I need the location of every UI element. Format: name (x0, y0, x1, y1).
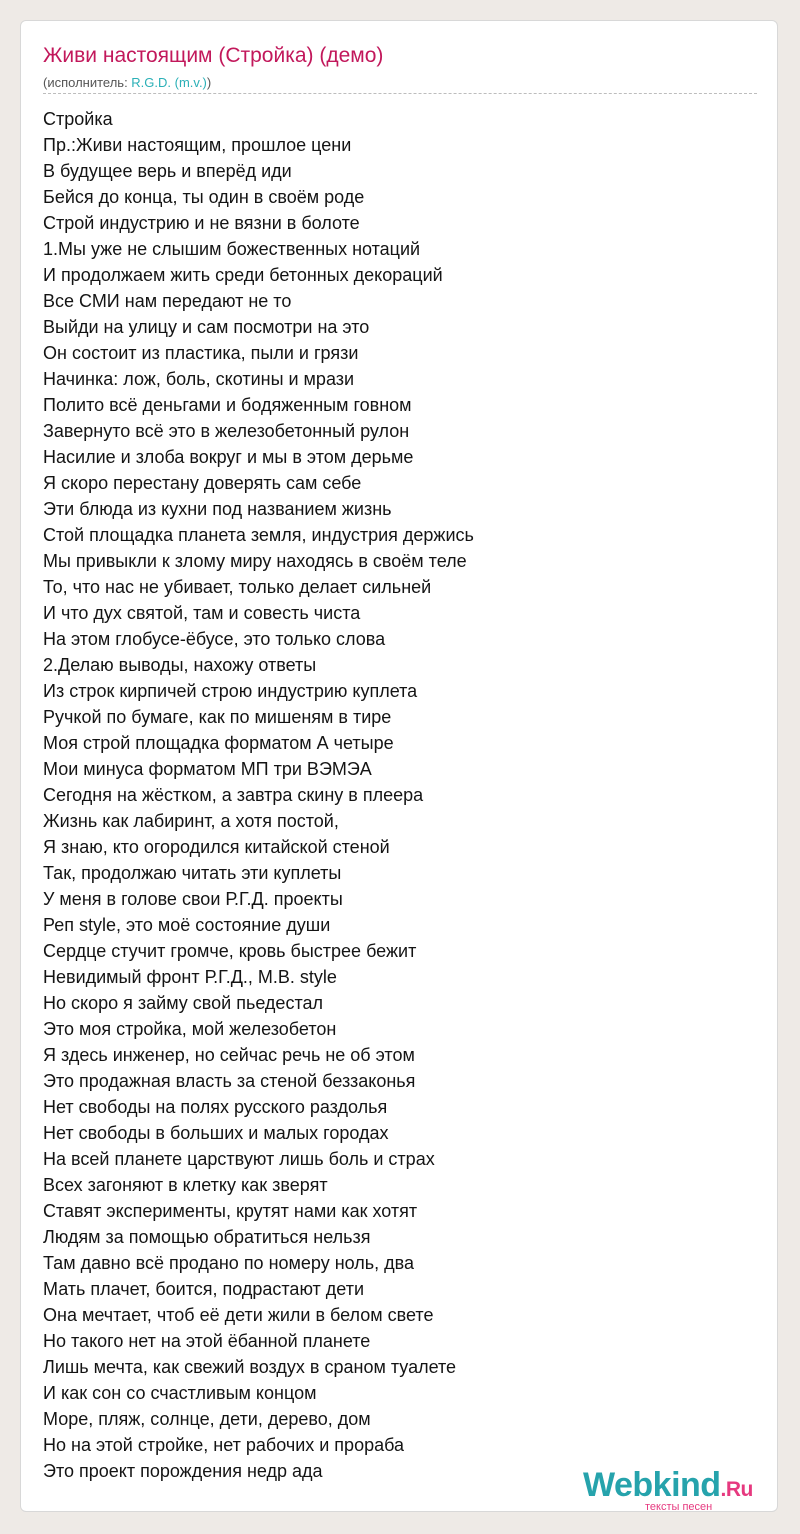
lyric-line: Пр.:Живи настоящим, прошлое цени (43, 135, 352, 155)
lyric-line: Это продажная власть за стеной беззаконья (43, 1071, 416, 1091)
lyric-line: Мать плачет, боится, подрастают дети (43, 1279, 365, 1299)
lyrics-card (20, 20, 778, 1512)
lyric-line: И что дух святой, там и совесть чиста (43, 603, 361, 623)
lyric-line: Стой площадка планета земля, индустрия держись (43, 525, 474, 545)
lyrics-text (43, 106, 474, 1484)
lyric-line: Стройка (43, 109, 113, 129)
lyric-line: Так, продолжаю читать эти куплеты (43, 863, 342, 883)
lyric-line: Всех загоняют в клетку как зверят (43, 1175, 328, 1195)
lyric-line: Но такого нет на этой ёбанной планете (43, 1331, 371, 1351)
logo-tagline: тексты песен (645, 1501, 713, 1513)
webkind-logo[interactable] (583, 1465, 777, 1513)
lyric-line: Там давно всё продано по номеру ноль, два (43, 1253, 415, 1273)
lyric-line: Я здесь инженер, но сейчас речь не об этом (43, 1045, 415, 1065)
lyric-line: Сердце стучит громче, кровь быстрее бежит (43, 941, 417, 961)
lyric-line: Выйди на улицу и сам посмотри на это (43, 317, 370, 337)
lyric-line: В будущее верь и вперёд иди (43, 161, 292, 181)
lyric-line: Бейся до конца, ты один в своём роде (43, 187, 365, 207)
lyric-line: Моя строй площадка форматом А четыре (43, 733, 394, 753)
lyric-line: Реп style, это моё состояние души (43, 915, 331, 935)
artist-line (43, 74, 211, 92)
lyric-line: Сегодня на жёстком, а завтра скину в плеера (43, 785, 424, 805)
lyric-line: Я знаю, кто огородился китайской стеной (43, 837, 390, 857)
lyric-line: И как сон со счастливым концом (43, 1383, 317, 1403)
lyric-line: Он состоит из пластика, пыли и грязи (43, 343, 359, 363)
lyric-line: Все СМИ нам передают не то (43, 291, 292, 311)
logo-tld: .Ru (720, 1478, 753, 1501)
lyric-line: Это проект порождения недр ада (43, 1461, 323, 1481)
lyric-line: Нет свободы в больших и малых городах (43, 1123, 389, 1143)
lyric-line: Насилие и злоба вокруг и мы в этом дерьме (43, 447, 414, 467)
lyric-line: И продолжаем жить среди бетонных декораций (43, 265, 443, 285)
lyric-line: Эти блюда из кухни под названием жизнь (43, 499, 392, 519)
lyric-line: Строй индустрию и не вязни в болоте (43, 213, 360, 233)
lyric-line: Ручкой по бумаге, как по мишеням в тире (43, 707, 392, 727)
lyric-line: Из строк кирпичей строю индустрию куплета (43, 681, 418, 701)
logo-main-text: Webkind (583, 1466, 721, 1504)
lyric-line: Людям за помощью обратиться нельзя (43, 1227, 371, 1247)
lyric-line: Нет свободы на полях русского раздолья (43, 1097, 388, 1117)
lyric-line: Мои минуса форматом МП три ВЭМЭА (43, 759, 372, 779)
lyric-line: На этом глобусе-ёбусе, это только слова (43, 629, 386, 649)
lyric-line: Я скоро перестану доверять сам себе (43, 473, 362, 493)
lyric-line: 1.Мы уже не слышим божественных нотаций (43, 239, 421, 259)
lyric-line: Завернуто всё это в железобетонный рулон (43, 421, 410, 441)
lyric-line: То, что нас не убивает, только делает сильней (43, 577, 432, 597)
dashed-divider (43, 93, 757, 94)
lyric-line: Начинка: лож, боль, скотины и мрази (43, 369, 355, 389)
lyric-line: Это моя стройка, мой железобетон (43, 1019, 337, 1039)
lyric-line: Но на этой стройке, нет рабочих и прораба (43, 1435, 405, 1455)
artist-suffix: ) (206, 75, 212, 90)
artist-link[interactable]: R.G.D. (m.v.) (131, 75, 207, 90)
lyric-line: Море, пляж, солнце, дети, дерево, дом (43, 1409, 371, 1429)
lyric-line: Но скоро я займу свой пьедестал (43, 993, 324, 1013)
lyric-line: Полито всё деньгами и бодяженным говном (43, 395, 412, 415)
lyric-line: У меня в голове свои Р.Г.Д. проекты (43, 889, 343, 909)
lyric-line: Она мечтает, чтоб её дети жили в белом свете (43, 1305, 434, 1325)
artist-prefix: (исполнитель: (43, 75, 132, 90)
lyric-line: На всей планете царствуют лишь боль и страх (43, 1149, 435, 1169)
song-title: Живи настоящим (Стройка) (демо) (43, 44, 384, 67)
lyric-line: Невидимый фронт Р.Г.Д., М.В. style (43, 967, 337, 987)
lyric-line: 2.Делаю выводы, нахожу ответы (43, 655, 317, 675)
lyric-line: Лишь мечта, как свежий воздух в сраном туалете (43, 1357, 457, 1377)
lyric-line: Ставят эксперименты, крутят нами как хотят (43, 1201, 418, 1221)
lyric-line: Мы привыкли к злому миру находясь в своём теле (43, 551, 467, 571)
lyric-line: Жизнь как лабиринт, а хотя постой, (43, 811, 339, 831)
